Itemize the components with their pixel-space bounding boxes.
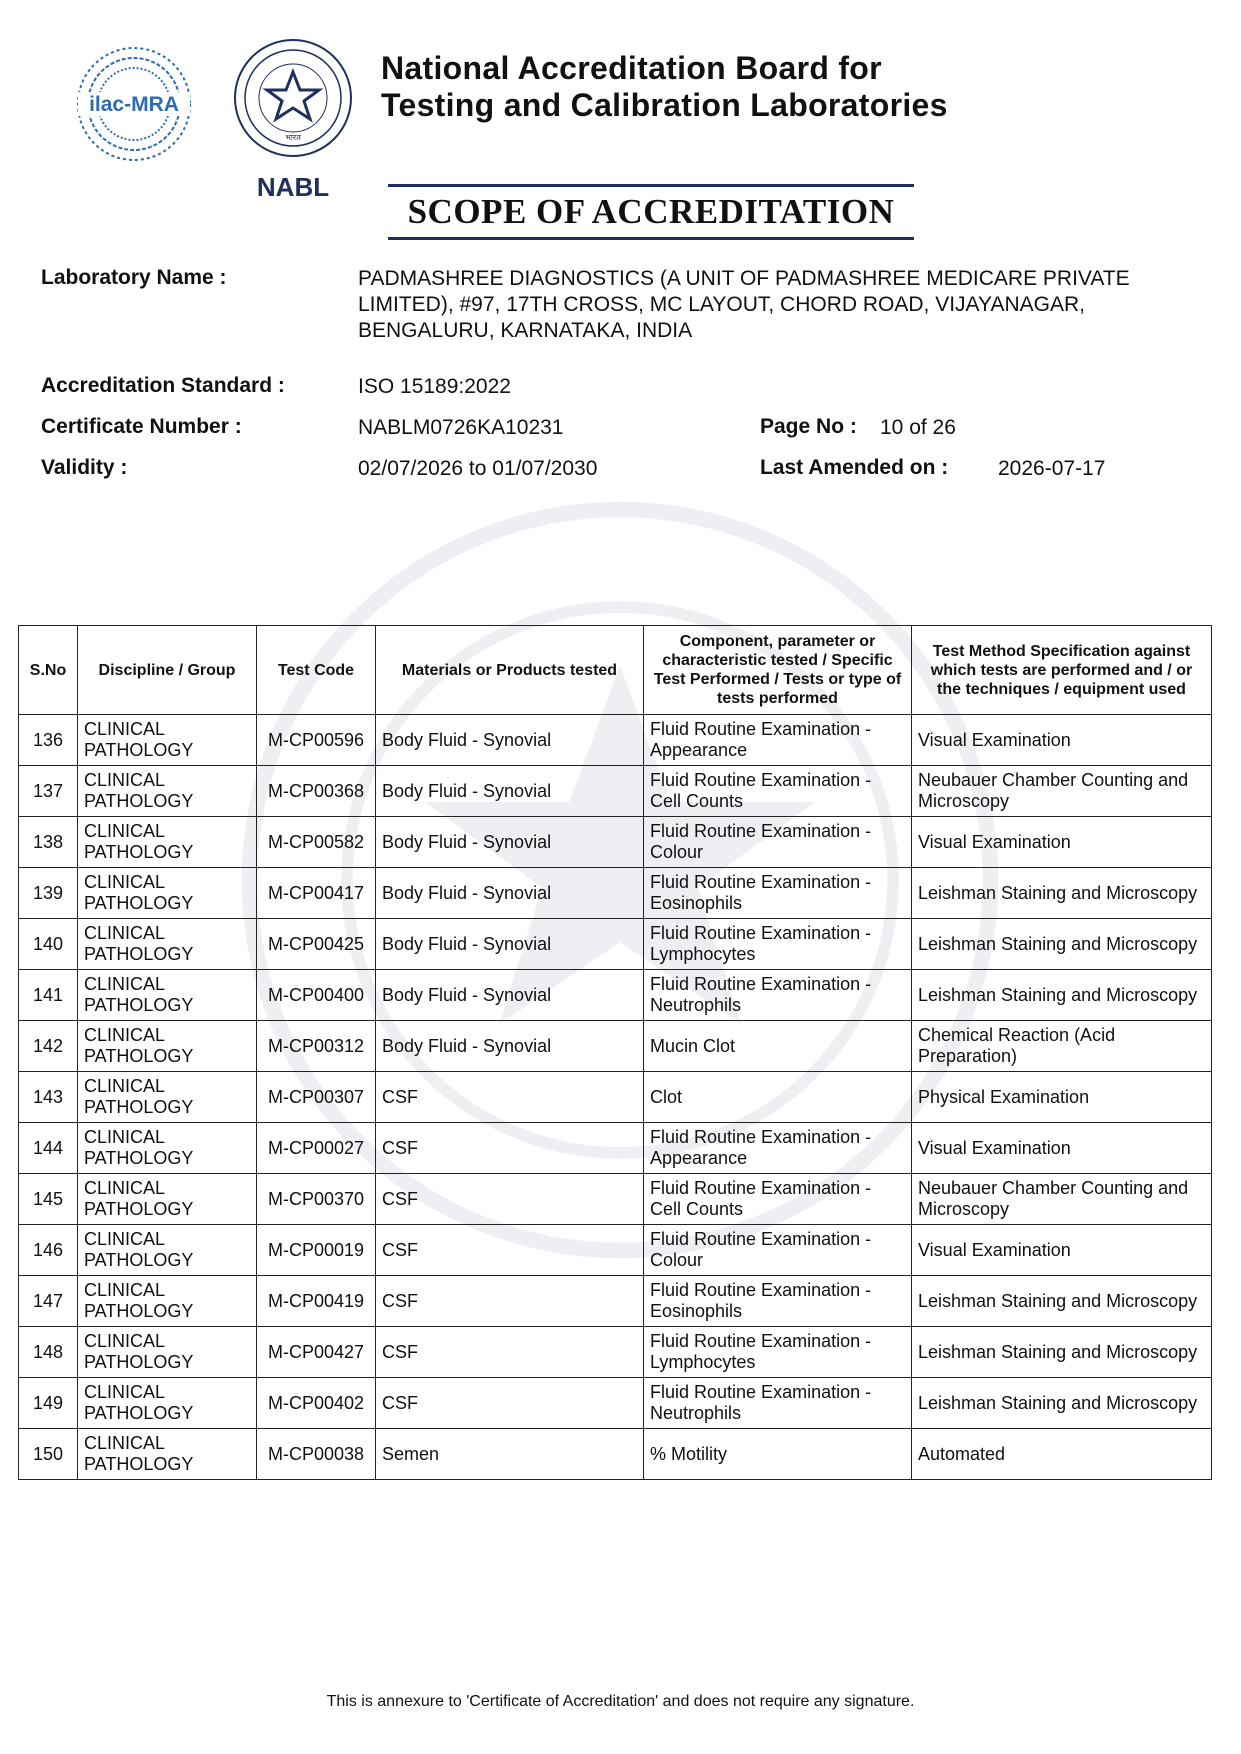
footer-note: This is annexure to 'Certificate of Accreditation' and does not require any signature. [326, 1693, 915, 1710]
cell-component: Fluid Routine Examination - Appearance [644, 1123, 912, 1174]
cell-test-code: M-CP00417 [257, 868, 376, 919]
cell-material: Body Fluid - Synovial [376, 1021, 644, 1072]
cell-method: Chemical Reaction (Acid Preparation) [912, 1021, 1212, 1072]
cell-sno: 137 [19, 766, 78, 817]
cell-component: % Motility [644, 1429, 912, 1480]
cell-component: Fluid Routine Examination - Lymphocytes [644, 919, 912, 970]
cell-material: CSF [376, 1225, 644, 1276]
cell-material: Semen [376, 1429, 644, 1480]
cell-discipline: CLINICAL PATHOLOGY [78, 1429, 257, 1480]
cell-component: Fluid Routine Examination - Neutrophils [644, 1378, 912, 1429]
cell-component: Fluid Routine Examination - Neutrophils [644, 970, 912, 1021]
cell-discipline: CLINICAL PATHOLOGY [78, 919, 257, 970]
cell-discipline: CLINICAL PATHOLOGY [78, 1276, 257, 1327]
table-row [19, 1327, 1212, 1378]
cell-material: Body Fluid - Synovial [376, 817, 644, 868]
cell-test-code: M-CP00038 [257, 1429, 376, 1480]
cell-method: Leishman Staining and Microscopy [912, 1378, 1212, 1429]
cell-sno: 150 [19, 1429, 78, 1480]
cell-test-code: M-CP00402 [257, 1378, 376, 1429]
amended-value: 2026-07-17 [998, 457, 1106, 480]
cell-sno: 145 [19, 1174, 78, 1225]
cell-component: Mucin Clot [644, 1021, 912, 1072]
cell-material: Body Fluid - Synovial [376, 715, 644, 766]
cell-discipline: CLINICAL PATHOLOGY [78, 1123, 257, 1174]
validity-label: Validity : [41, 456, 128, 479]
cell-method: Neubauer Chamber Counting and Microscopy [912, 766, 1212, 817]
cell-component: Fluid Routine Examination - Colour [644, 817, 912, 868]
table-row [19, 715, 1212, 766]
org-name-line2: Testing and Calibration Laboratories [381, 87, 948, 123]
cell-material: Body Fluid - Synovial [376, 919, 644, 970]
cell-discipline: CLINICAL PATHOLOGY [78, 1378, 257, 1429]
cell-method: Leishman Staining and Microscopy [912, 1327, 1212, 1378]
table-row [19, 817, 1212, 868]
table-row [19, 1225, 1212, 1276]
cell-test-code: M-CP00307 [257, 1072, 376, 1123]
header-test-code: Test Code [257, 626, 376, 715]
cell-method: Visual Examination [912, 1123, 1212, 1174]
header-discipline: Discipline / Group [78, 626, 257, 715]
standard-label: Accreditation Standard : [41, 374, 285, 397]
cell-component: Fluid Routine Examination - Eosinophils [644, 868, 912, 919]
cell-discipline: CLINICAL PATHOLOGY [78, 1021, 257, 1072]
table-row [19, 1123, 1212, 1174]
cell-test-code: M-CP00027 [257, 1123, 376, 1174]
cell-material: Body Fluid - Synovial [376, 868, 644, 919]
standard-value: ISO 15189:2022 [358, 375, 511, 398]
cell-discipline: CLINICAL PATHOLOGY [78, 1072, 257, 1123]
organization-name [381, 50, 948, 124]
cell-test-code: M-CP00312 [257, 1021, 376, 1072]
table-row [19, 919, 1212, 970]
certificate-value: NABLM0726KA10231 [358, 416, 564, 439]
amended-label: Last Amended on : [760, 456, 949, 479]
cell-material: CSF [376, 1378, 644, 1429]
cell-test-code: M-CP00370 [257, 1174, 376, 1225]
cell-material: Body Fluid - Synovial [376, 766, 644, 817]
cell-sno: 136 [19, 715, 78, 766]
org-name-line1: National Accreditation Board for [381, 50, 882, 86]
table-row [19, 1174, 1212, 1225]
cell-sno: 144 [19, 1123, 78, 1174]
cell-discipline: CLINICAL PATHOLOGY [78, 1225, 257, 1276]
cell-discipline: CLINICAL PATHOLOGY [78, 817, 257, 868]
cell-method: Leishman Staining and Microscopy [912, 919, 1212, 970]
cell-test-code: M-CP00419 [257, 1276, 376, 1327]
cell-discipline: CLINICAL PATHOLOGY [78, 970, 257, 1021]
cell-discipline: CLINICAL PATHOLOGY [78, 766, 257, 817]
cell-test-code: M-CP00400 [257, 970, 376, 1021]
cell-sno: 147 [19, 1276, 78, 1327]
lab-name-label: Laboratory Name : [41, 266, 227, 289]
document-title: SCOPE OF ACCREDITATION [407, 192, 895, 231]
cell-sno: 138 [19, 817, 78, 868]
cell-method: Visual Examination [912, 817, 1212, 868]
cell-discipline: CLINICAL PATHOLOGY [78, 868, 257, 919]
table-row [19, 868, 1212, 919]
table-row [19, 1072, 1212, 1123]
table-row [19, 970, 1212, 1021]
cell-test-code: M-CP00425 [257, 919, 376, 970]
cell-test-code: M-CP00427 [257, 1327, 376, 1378]
cell-component: Fluid Routine Examination - Appearance [644, 715, 912, 766]
cell-component: Fluid Routine Examination - Colour [644, 1225, 912, 1276]
cell-material: CSF [376, 1276, 644, 1327]
cell-test-code: M-CP00019 [257, 1225, 376, 1276]
cell-component: Fluid Routine Examination - Cell Counts [644, 766, 912, 817]
certificate-label: Certificate Number : [41, 415, 242, 438]
cell-method: Automated [912, 1429, 1212, 1480]
page-value: 10 of 26 [880, 416, 956, 439]
cell-method: Leishman Staining and Microscopy [912, 1276, 1212, 1327]
cell-method: Physical Examination [912, 1072, 1212, 1123]
header-method: Test Method Specification against which tests are performed and / or the techniques / equipment used [912, 626, 1212, 715]
cell-sno: 142 [19, 1021, 78, 1072]
table-row [19, 766, 1212, 817]
cell-material: Body Fluid - Synovial [376, 970, 644, 1021]
document-title-box [388, 184, 914, 240]
header-materials: Materials or Products tested [376, 626, 644, 715]
cell-test-code: M-CP00368 [257, 766, 376, 817]
cell-discipline: CLINICAL PATHOLOGY [78, 715, 257, 766]
cell-component: Fluid Routine Examination - Lymphocytes [644, 1327, 912, 1378]
cell-method: Neubauer Chamber Counting and Microscopy [912, 1174, 1212, 1225]
cell-material: CSF [376, 1327, 644, 1378]
cell-sno: 149 [19, 1378, 78, 1429]
cell-sno: 148 [19, 1327, 78, 1378]
table-row [19, 1429, 1212, 1480]
table-row [19, 1021, 1212, 1072]
ilac-logo-text: ilac-MRA [89, 93, 179, 116]
cell-material: CSF [376, 1072, 644, 1123]
cell-test-code: M-CP00582 [257, 817, 376, 868]
cell-sno: 140 [19, 919, 78, 970]
cell-material: CSF [376, 1123, 644, 1174]
cell-component: Fluid Routine Examination - Eosinophils [644, 1276, 912, 1327]
cell-test-code: M-CP00596 [257, 715, 376, 766]
cell-sno: 146 [19, 1225, 78, 1276]
cell-discipline: CLINICAL PATHOLOGY [78, 1174, 257, 1225]
cell-sno: 143 [19, 1072, 78, 1123]
page-label: Page No : [760, 415, 857, 438]
cell-sno: 141 [19, 970, 78, 1021]
header-component: Component, parameter or characteristic tested / Specific Test Performed / Tests or type of tests performed [644, 626, 912, 715]
cell-method: Leishman Staining and Microscopy [912, 868, 1212, 919]
nabl-logo-text: NABL [256, 172, 330, 202]
scope-table [18, 625, 1212, 1480]
table-row [19, 1378, 1212, 1429]
cell-material: CSF [376, 1174, 644, 1225]
ilac-mra-logo [74, 44, 194, 164]
cell-discipline: CLINICAL PATHOLOGY [78, 1327, 257, 1378]
header-sno: S.No [19, 626, 78, 715]
table-body [19, 715, 1212, 1480]
lab-name-value: PADMASHREE DIAGNOSTICS (A UNIT OF PADMASHREE MEDICARE PRIVATE LIMITED), #97, 17TH CROSS, MC LAYOUT, CHORD ROAD, VIJAYANAGAR, BENGALURU, KARNATAKA, INDIA [358, 267, 1130, 342]
nabl-logo [228, 36, 358, 206]
table-header-row [19, 626, 1212, 715]
validity-value: 02/07/2026 to 01/07/2030 [358, 457, 598, 480]
cell-component: Clot [644, 1072, 912, 1123]
cell-sno: 139 [19, 868, 78, 919]
table-row [19, 1276, 1212, 1327]
nabl-seal-text: भारत [285, 133, 301, 142]
cell-method: Visual Examination [912, 1225, 1212, 1276]
cell-method: Leishman Staining and Microscopy [912, 970, 1212, 1021]
cell-component: Fluid Routine Examination - Cell Counts [644, 1174, 912, 1225]
cell-method: Visual Examination [912, 715, 1212, 766]
